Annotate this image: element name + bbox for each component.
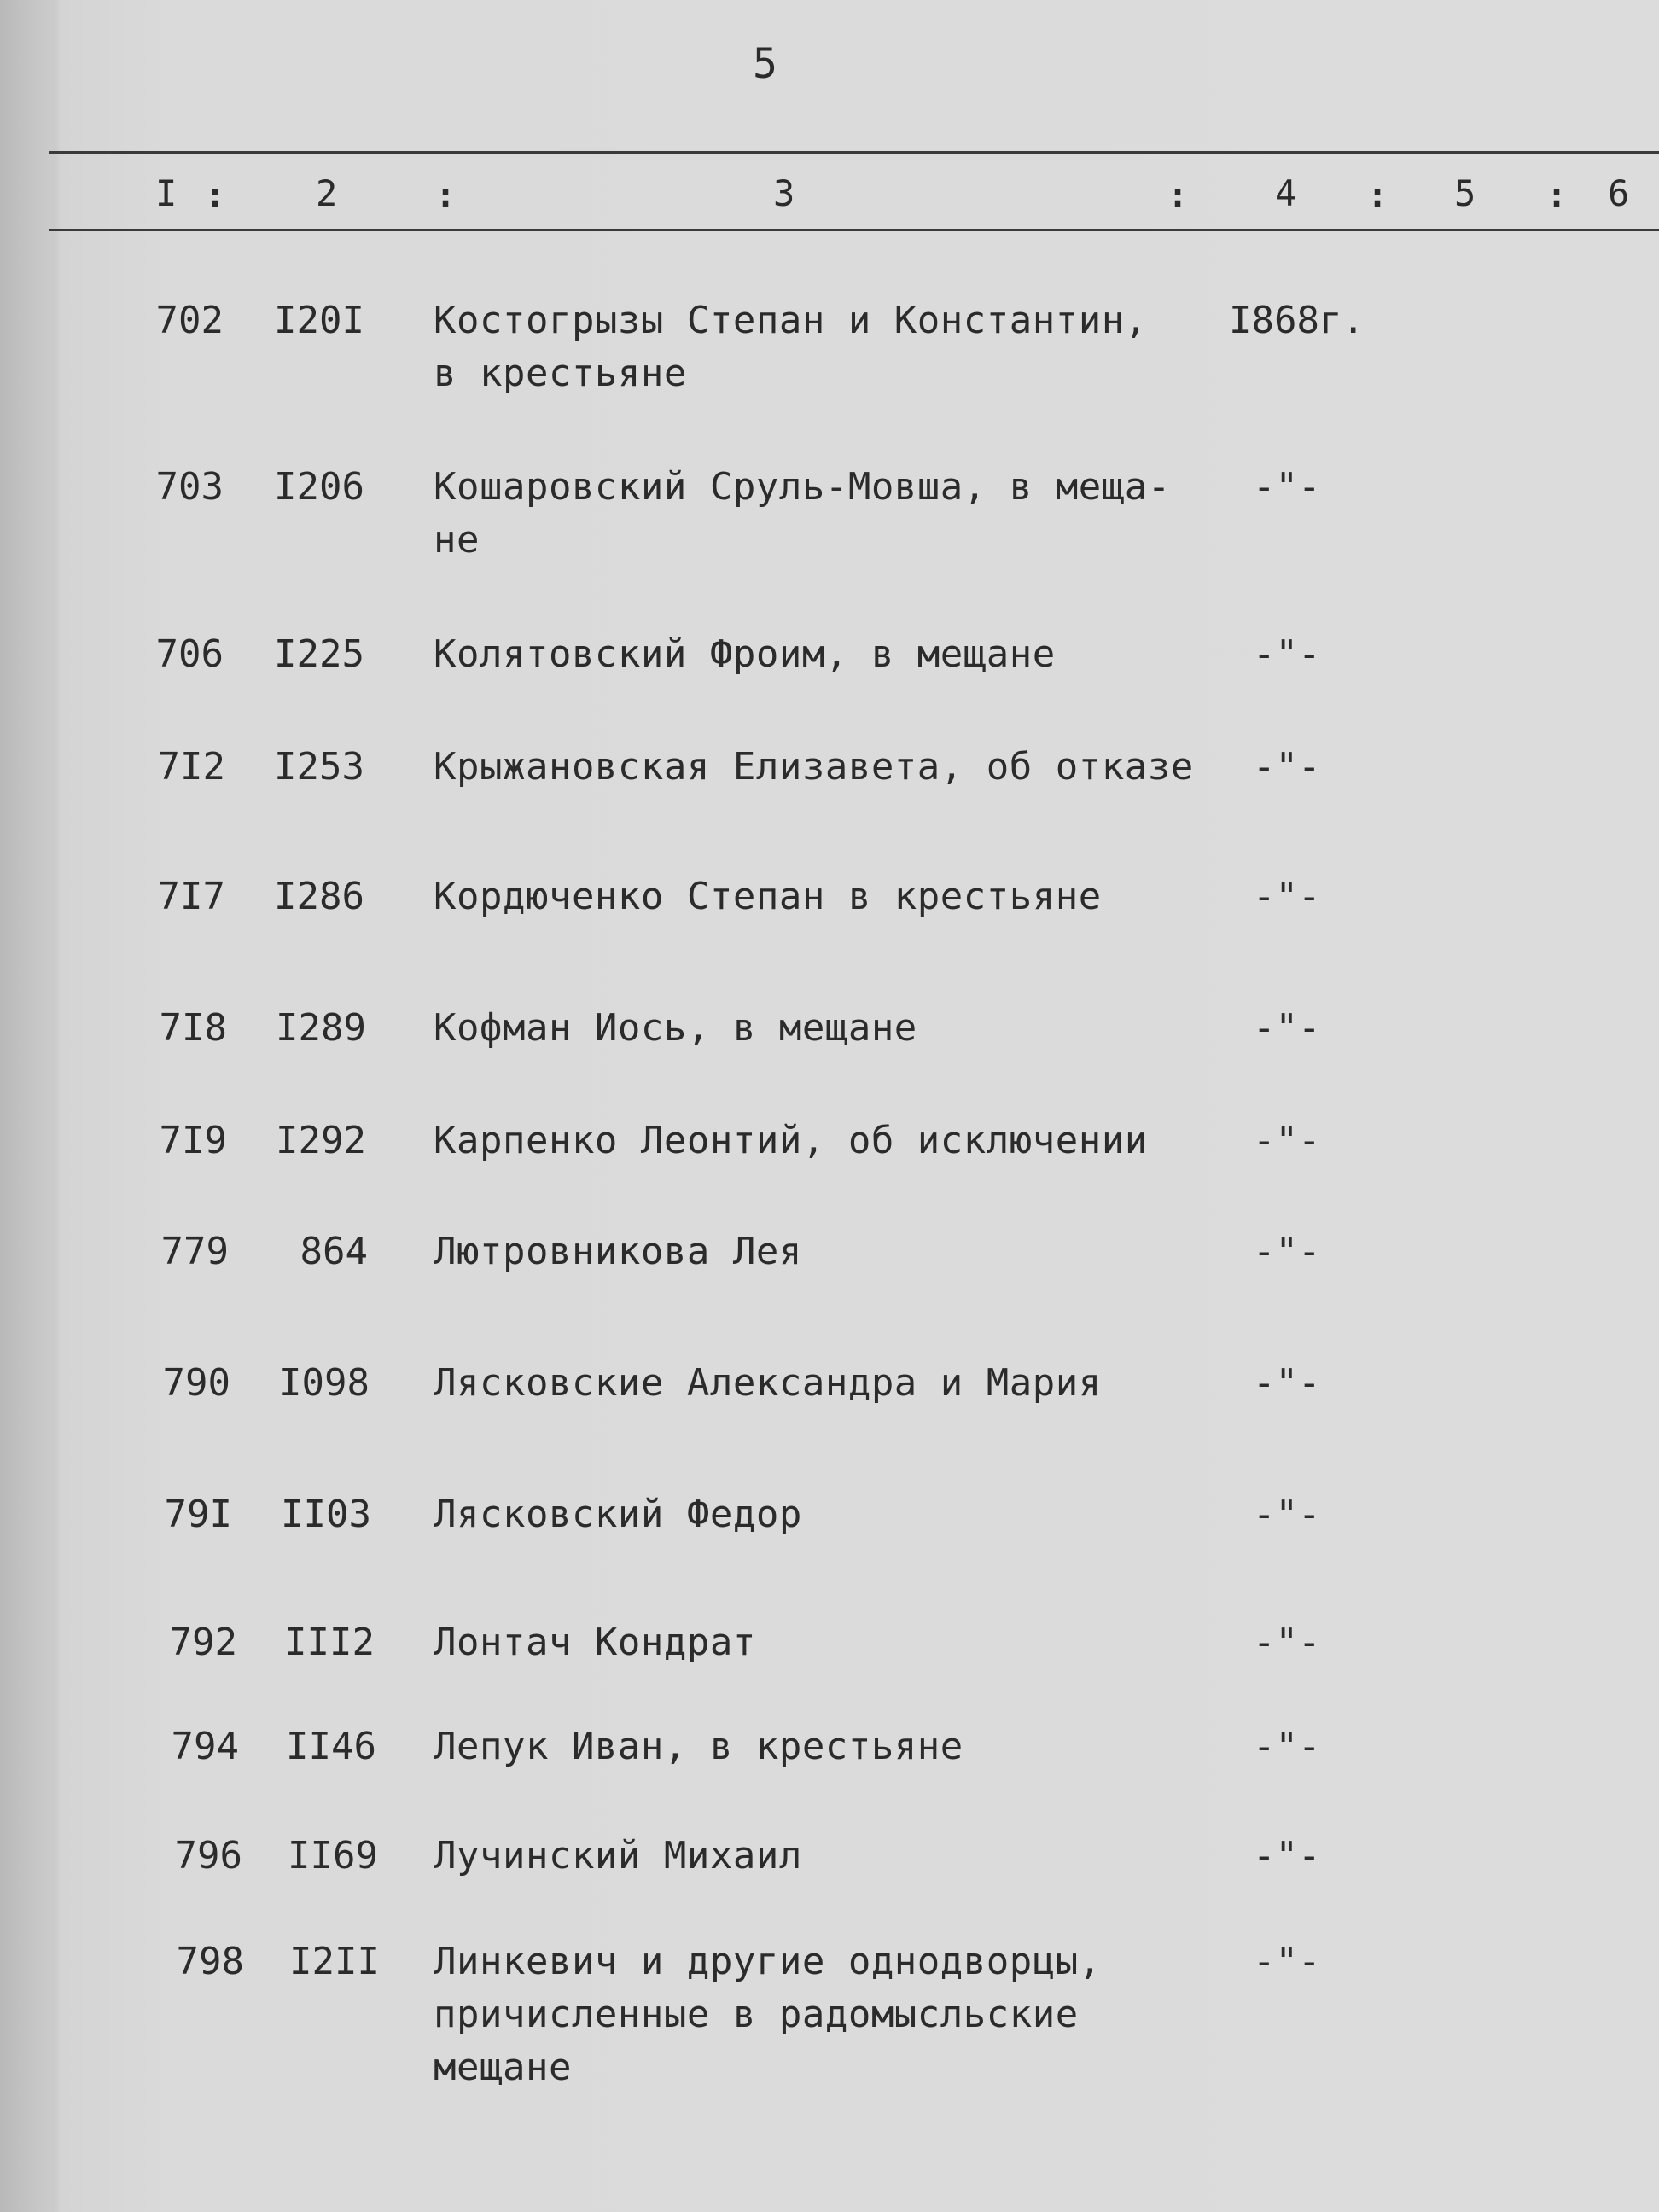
column-separator: : — [435, 176, 457, 215]
file-number: I292 — [276, 1119, 366, 1162]
record-number: 7I7 — [157, 875, 225, 918]
record-description: Лонтач Кондрат — [434, 1621, 756, 1664]
record-number: 790 — [162, 1361, 230, 1405]
record-year: -"- — [1253, 1834, 1321, 1877]
column-separator: : — [205, 176, 226, 215]
record-description: Кофман Иось, в мещане — [434, 1006, 917, 1050]
record-number: 7I8 — [159, 1006, 227, 1050]
record-year: -"- — [1253, 1621, 1321, 1664]
record-year: -"- — [1253, 1230, 1321, 1273]
record-year: -"- — [1253, 875, 1321, 918]
record-description: Крыжановская Елизавета, об отказе — [434, 745, 1194, 789]
file-number: I286 — [274, 875, 364, 918]
record-year: -"- — [1253, 632, 1321, 676]
record-number: 702 — [155, 299, 224, 342]
file-number: 864 — [300, 1230, 368, 1273]
column-separator: : — [1367, 176, 1388, 215]
record-number: 798 — [176, 1940, 244, 1983]
column-header-3: 3 — [773, 172, 795, 214]
record-year: -"- — [1253, 465, 1321, 509]
record-description: Лютровникова Лея — [434, 1230, 802, 1273]
file-number: II03 — [281, 1493, 371, 1536]
record-description: Линкевич и другие однодворцы, причисленные в радомысльские мещане — [434, 1940, 1102, 2089]
record-description: Кордюченко Степан в крестьяне — [434, 875, 1102, 918]
column-header-2: 2 — [316, 172, 338, 214]
record-year: -"- — [1253, 1493, 1321, 1536]
record-description: Костогрызы Степан и Константин, в крестьяне — [434, 299, 1148, 395]
record-number: 794 — [171, 1725, 239, 1768]
record-number: 779 — [160, 1230, 229, 1273]
header-bottom-rule — [49, 229, 1659, 231]
file-number: III2 — [284, 1621, 375, 1664]
column-header-5: 5 — [1454, 172, 1476, 214]
column-header-1: I — [155, 172, 178, 214]
record-description: Колятовский Фроим, в мещане — [434, 632, 1056, 676]
header-top-rule — [49, 151, 1659, 154]
binding-shadow — [0, 0, 61, 2212]
record-number: 7I9 — [159, 1119, 227, 1162]
record-number: 79I — [164, 1493, 232, 1536]
file-number: I206 — [274, 465, 364, 509]
record-description: Лясковские Александра и Мария — [434, 1361, 1102, 1405]
record-year: -"- — [1253, 1940, 1321, 1983]
record-year: -"- — [1253, 1119, 1321, 1162]
record-number: 796 — [174, 1834, 242, 1877]
record-number: 792 — [169, 1621, 237, 1664]
record-description: Лучинский Михаил — [434, 1834, 802, 1877]
file-number: II46 — [286, 1725, 376, 1768]
record-number: 706 — [155, 632, 224, 676]
record-year: -"- — [1253, 745, 1321, 789]
column-separator: : — [1546, 176, 1568, 215]
column-header-4: 4 — [1275, 172, 1297, 214]
file-number: I098 — [279, 1361, 370, 1405]
record-number: 7I2 — [157, 745, 225, 789]
record-description: Лясковский Федор — [434, 1493, 802, 1536]
file-number: I253 — [274, 745, 364, 789]
file-number: I289 — [276, 1006, 366, 1050]
file-number: I20I — [274, 299, 364, 342]
column-separator: : — [1167, 176, 1189, 215]
record-year: -"- — [1253, 1725, 1321, 1768]
record-year: I868г. — [1229, 299, 1365, 342]
page-number: 5 — [753, 40, 777, 88]
file-number: II69 — [288, 1834, 378, 1877]
record-number: 703 — [155, 465, 224, 509]
file-number: I225 — [274, 632, 364, 676]
record-year: -"- — [1253, 1361, 1321, 1405]
record-description: Кошаровский Сруль-Мовша, в меща- не — [434, 465, 1171, 562]
record-year: -"- — [1253, 1006, 1321, 1050]
record-description: Карпенко Леонтий, об исключении — [434, 1119, 1148, 1162]
record-description: Лепук Иван, в крестьяне — [434, 1725, 963, 1768]
file-number: I2II — [289, 1940, 380, 1983]
column-header-6: 6 — [1608, 172, 1630, 214]
